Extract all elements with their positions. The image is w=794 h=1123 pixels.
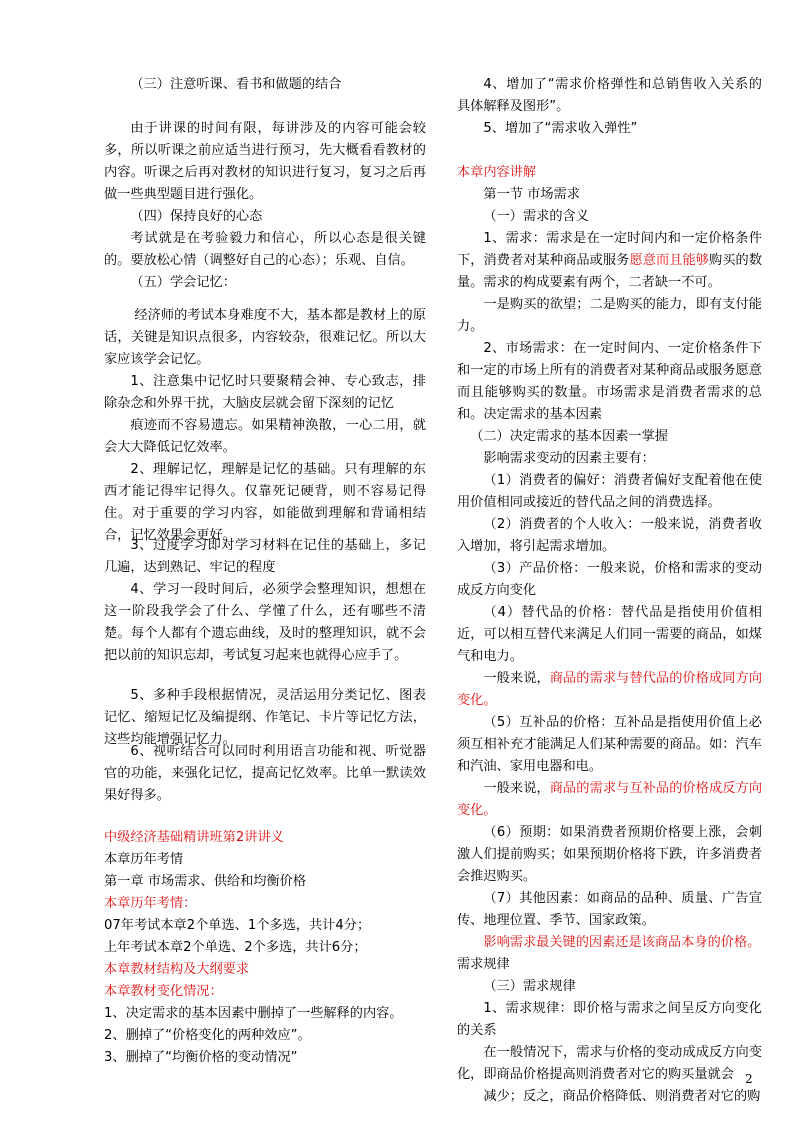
paragraph: 4、增加了“需求价格弹性和总销售收入关系的具体解释及图形”。 <box>457 77 762 114</box>
paragraph <box>457 778 762 822</box>
paragraph: 考试就是在考验毅力和信心，所以心态是很关键的。要放松心情（调整好自己的心态）；乐观、自信。 <box>104 231 426 268</box>
paragraph: 1、注意集中记忆时只要聚精会神、专心致志，排除杂念和外界干扰，大脑皮层就会留下深刻的记忆 <box>104 374 426 411</box>
paragraph: （5）互补品的价格：互补品是指使用价值上必须互相补充才能满足人们某种需要的商品。如：汽车和汽油、家用电器和电。 <box>457 715 762 774</box>
paragraph: （三）注意听课、看书和做题的结合 <box>130 77 342 92</box>
text-run: 购买的数量。 <box>457 253 763 290</box>
paragraph: 需求规律 <box>457 957 510 972</box>
paragraph: 影响需求变动的因素主要有： <box>483 451 655 466</box>
paragraph: （四）保持良好的心态 <box>130 209 263 224</box>
paragraph: 07年考试本章2个单选、1个多选，共计4分； <box>104 918 371 933</box>
text-run: 愿意而且能够 <box>629 253 710 268</box>
paragraph: （3）产品价格：一般来说，价格和需求的变动成反方向变化 <box>457 561 762 598</box>
paragraph: 本章历年考情： <box>104 896 197 911</box>
paragraph: 经济师的考试本身难度不大，基本都是教材上的原话，关键是知识点很多，内容较杂，很难记忆。所以大家应该学会记忆。 <box>104 308 426 367</box>
paragraph: 1、决定需求的基本因素中删掉了一些解释的内容。 <box>104 1006 403 1021</box>
paragraph: 本章教材变化情况： <box>104 984 223 999</box>
paragraph: （一）需求的含义 <box>483 209 589 224</box>
page-number: 2 <box>745 1072 753 1086</box>
paragraph: （7）其他因素：如商品的品种、质量、广告宣传、地理位置、季节、国家政策。 <box>457 891 762 928</box>
text-run: 一般来说， <box>483 781 550 796</box>
paragraph: （三）需求规律 <box>483 979 576 994</box>
paragraph: （二）决定需求的基本因素一掌握 <box>470 429 668 444</box>
paragraph: （4）替代品的价格：替代品是指使用价值相近，可以相互替代来满足人们同一需要的商品，如煤气和电力。 <box>457 605 762 664</box>
paragraph: 2、理解记忆，理解是记忆的基础。只有理解的东西才能记得牢记得久。仅靠死记硬背，则不容易记得住。对于重要的学习内容，如能做到理解和背诵相结合，记忆效果会更好。 <box>104 462 426 543</box>
text-run: 一般来说， <box>483 671 550 686</box>
paragraph: 决定需求的基本因素 <box>483 407 603 422</box>
paragraph: 第一节 市场需求 <box>483 187 580 202</box>
paragraph: 6、视听结合可以同时利用语言功能和视、听觉器官的功能，来强化记忆，提高记忆效率。比单一默读效果好得多。 <box>104 744 426 803</box>
paragraph: （五）学会记忆： <box>130 275 236 290</box>
text-run: 商品的需求与互补品的价格成反方向变化。 <box>457 781 763 818</box>
paragraph: 在一般情况下，需求与价格的变动成成反方向变化，即商品价格提高则消费者对它的购买量就会 <box>457 1045 762 1082</box>
paragraph: 第一章 市场需求、供给和均衡价格 <box>104 874 307 889</box>
text-run: 1、需求：需求是在一定时间内和一定价格条件下，消费者对某种商品或服务 <box>457 231 762 268</box>
paragraph: （6）预期：如果消费者预期价格要上涨，会刺激人们提前购买；如果预期价格将下跌，许多消费者会推迟购买。 <box>457 825 762 884</box>
paragraph <box>457 668 762 712</box>
paragraph: 痕迹而不容易遗忘。如果精神涣散，一心二用，就会大大降低记忆效率。 <box>104 418 426 455</box>
paragraph: 需求的构成要素有两个，二者缺一不可。 <box>483 275 721 290</box>
paragraph: 1、需求规律：即价格与需求之间呈反方向变化的关系 <box>457 1001 762 1038</box>
paragraph: 5、多种手段根据情况，灵活运用分类记忆、图表记忆、缩短记忆及编提纲、作笔记、卡片等记忆方法，这些均能增强记忆力。 <box>104 688 426 747</box>
paragraph: （2）消费者的个人收入：一般来说，消费者收入增加，将引起需求增加。 <box>457 517 762 554</box>
paragraph: 中级经济基础精讲班第2讲讲义 <box>104 830 284 845</box>
paragraph: 影响需求最关键的因素还是该商品本身的价格。 <box>483 935 761 950</box>
paragraph: 本章内容讲解 <box>457 165 537 180</box>
paragraph: 5、增加了“需求收入弹性” <box>483 121 638 136</box>
paragraph: （1）消费者的偏好：消费者偏好支配着他在使用价值相同或接近的替代品之间的消费选择。 <box>457 473 762 510</box>
paragraph: 本章教材结构及大纲要求 <box>104 962 250 977</box>
paragraph: 4、学习一段时间后，必须学会整理知识，想想在这一阶段我学会了什么、学懂了什么，还有哪些不清楚。每个人都有个遗忘曲线，及时的整理知识，就不会把以前的知识忘却，考试复习起来也就得心应手了。 <box>104 582 426 663</box>
paragraph: 本章历年考情 <box>104 852 184 867</box>
paragraph: 3、过度学习即对学习材料在记住的基础上，多记几遍，达到熟记、牢记的程度 <box>104 538 426 575</box>
text-run: 商品的需求与替代品的价格成同方向变化。 <box>457 671 763 708</box>
paragraph: 2、删掉了“价格变化的两种效应”。 <box>104 1028 311 1043</box>
paragraph: 上年考试本章2个单选、2个多选，共计6分； <box>104 940 367 955</box>
paragraph: 一是购买的欲望；二是购买的能力，即有支付能力。 <box>457 297 762 334</box>
paragraph: 2、市场需求：在一定时间内、一定价格条件下和一定的市场上所有的消费者对某种商品或服务愿意而且能够购买的数量。市场需求是消费者需求的总和。 <box>457 341 762 422</box>
paragraph: 减少；反之，商品价格降低、则消费者对它的购 <box>483 1089 761 1104</box>
paragraph: 由于讲课的时间有限，每讲涉及的内容可能会较多，所以听课之前应适当进行预习，先大概看看教材的内容。听课之后再对教材的知识进行复习，复习之后再做一些典型题目进行强化。 <box>104 121 426 202</box>
paragraph: 3、删掉了“均衡价格的变动情况” <box>104 1050 298 1065</box>
